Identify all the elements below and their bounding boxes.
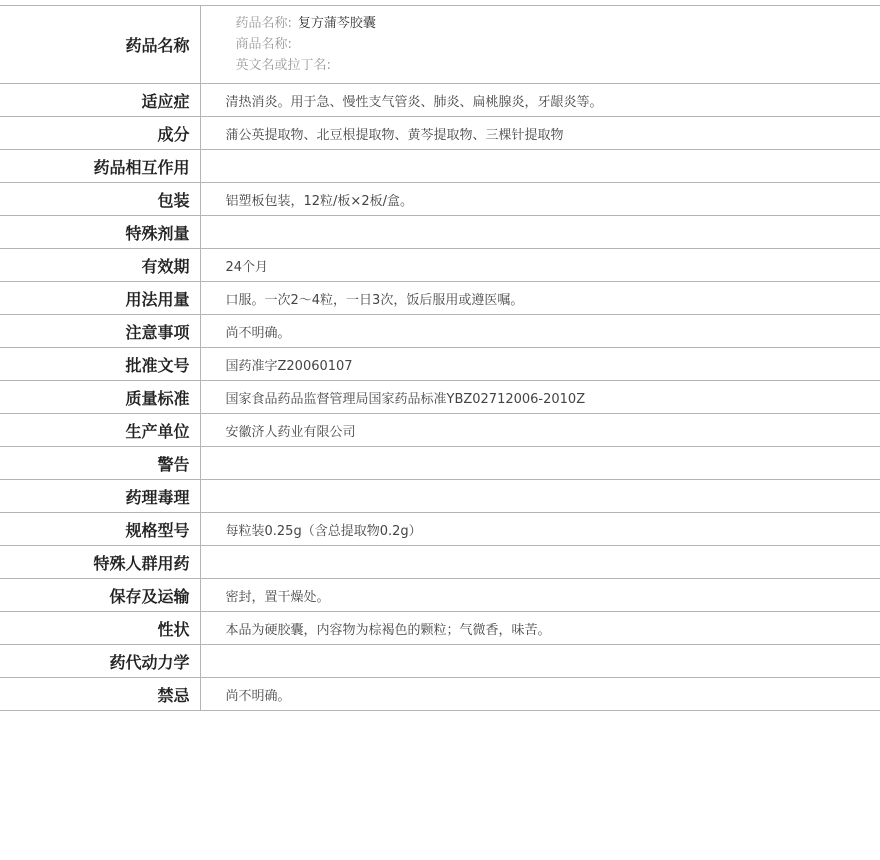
- info-value: 尚不明确。: [200, 678, 880, 711]
- info-value: 每粒装0.25g（含总提取物0.2g）: [200, 513, 880, 546]
- info-row-description: [0, 612, 880, 645]
- info-label: 保存及运输: [0, 579, 200, 612]
- info-row-storage: [0, 579, 880, 612]
- info-row-pharmacology: [0, 480, 880, 513]
- trade-name-key: 商品名称:: [235, 37, 292, 52]
- info-label: 注意事项: [0, 315, 200, 348]
- info-row-ingredients: [0, 117, 880, 150]
- info-value: [200, 546, 880, 579]
- info-label: 药品相互作用: [0, 150, 200, 183]
- info-value: 尚不明确。: [200, 315, 880, 348]
- info-row-warning: [0, 447, 880, 480]
- info-label: 生产单位: [0, 414, 200, 447]
- info-label: 用法用量: [0, 282, 200, 315]
- info-label: 警告: [0, 447, 200, 480]
- info-label: 性状: [0, 612, 200, 645]
- info-value: 安徽济人药业有限公司: [200, 414, 880, 447]
- info-label: 药理毒理: [0, 480, 200, 513]
- info-row-pharmacokinetics: [0, 645, 880, 678]
- info-value: 国家食品药品监督管理局国家药品标准YBZ02712006-2010Z: [200, 381, 880, 414]
- info-label: 特殊剂量: [0, 216, 200, 249]
- info-row-contraindications: [0, 678, 880, 711]
- drug-name-label: 药品名称: [0, 6, 200, 84]
- info-label: 质量标准: [0, 381, 200, 414]
- info-value: 密封，置干燥处。: [200, 579, 880, 612]
- english-name-key: 英文名或拉丁名:: [235, 58, 331, 73]
- drug-name-row: [0, 6, 880, 84]
- info-label: 规格型号: [0, 513, 200, 546]
- info-label: 特殊人群用药: [0, 546, 200, 579]
- info-row-packaging: [0, 183, 880, 216]
- english-name-line: [236, 55, 880, 76]
- info-row-approval-number: [0, 348, 880, 381]
- info-label: 包装: [0, 183, 200, 216]
- info-row-indications: [0, 84, 880, 117]
- info-row-interactions: [0, 150, 880, 183]
- info-label: 批准文号: [0, 348, 200, 381]
- info-row-manufacturer: [0, 414, 880, 447]
- info-row-specification: [0, 513, 880, 546]
- info-label: 适应症: [0, 84, 200, 117]
- info-value: [200, 216, 880, 249]
- info-row-quality-standard: [0, 381, 880, 414]
- info-value: 24个月: [200, 249, 880, 282]
- info-value: 国药准字Z20060107: [200, 348, 880, 381]
- info-row-dosage: [0, 282, 880, 315]
- info-row-special-dosage: [0, 216, 880, 249]
- drug-name-block: [226, 13, 880, 76]
- info-label: 成分: [0, 117, 200, 150]
- info-label: 有效期: [0, 249, 200, 282]
- trade-name-line: [236, 34, 880, 55]
- drug-info-table: [0, 5, 880, 711]
- generic-name-key: 药品名称:: [235, 16, 292, 31]
- info-value: [200, 480, 880, 513]
- generic-name-value: 复方蒲芩胶囊: [297, 16, 376, 31]
- info-row-shelf-life: [0, 249, 880, 282]
- info-label: 禁忌: [0, 678, 200, 711]
- generic-name-line: [236, 13, 880, 34]
- info-value: 口服。一次2～4粒，一日3次，饭后服用或遵医嘱。: [200, 282, 880, 315]
- info-label: 药代动力学: [0, 645, 200, 678]
- drug-name-cell: [200, 6, 880, 84]
- info-value: 铝塑板包装，12粒/板×2板/盒。: [200, 183, 880, 216]
- info-value: [200, 645, 880, 678]
- info-value: [200, 150, 880, 183]
- info-value: [200, 447, 880, 480]
- info-row-precautions: [0, 315, 880, 348]
- info-value: 蒲公英提取物、北豆根提取物、黄芩提取物、三棵针提取物: [200, 117, 880, 150]
- info-row-special-populations: [0, 546, 880, 579]
- info-value: 清热消炎。用于急、慢性支气管炎、肺炎、扁桃腺炎，牙龈炎等。: [200, 84, 880, 117]
- info-value: 本品为硬胶囊，内容物为棕褐色的颗粒；气微香，味苦。: [200, 612, 880, 645]
